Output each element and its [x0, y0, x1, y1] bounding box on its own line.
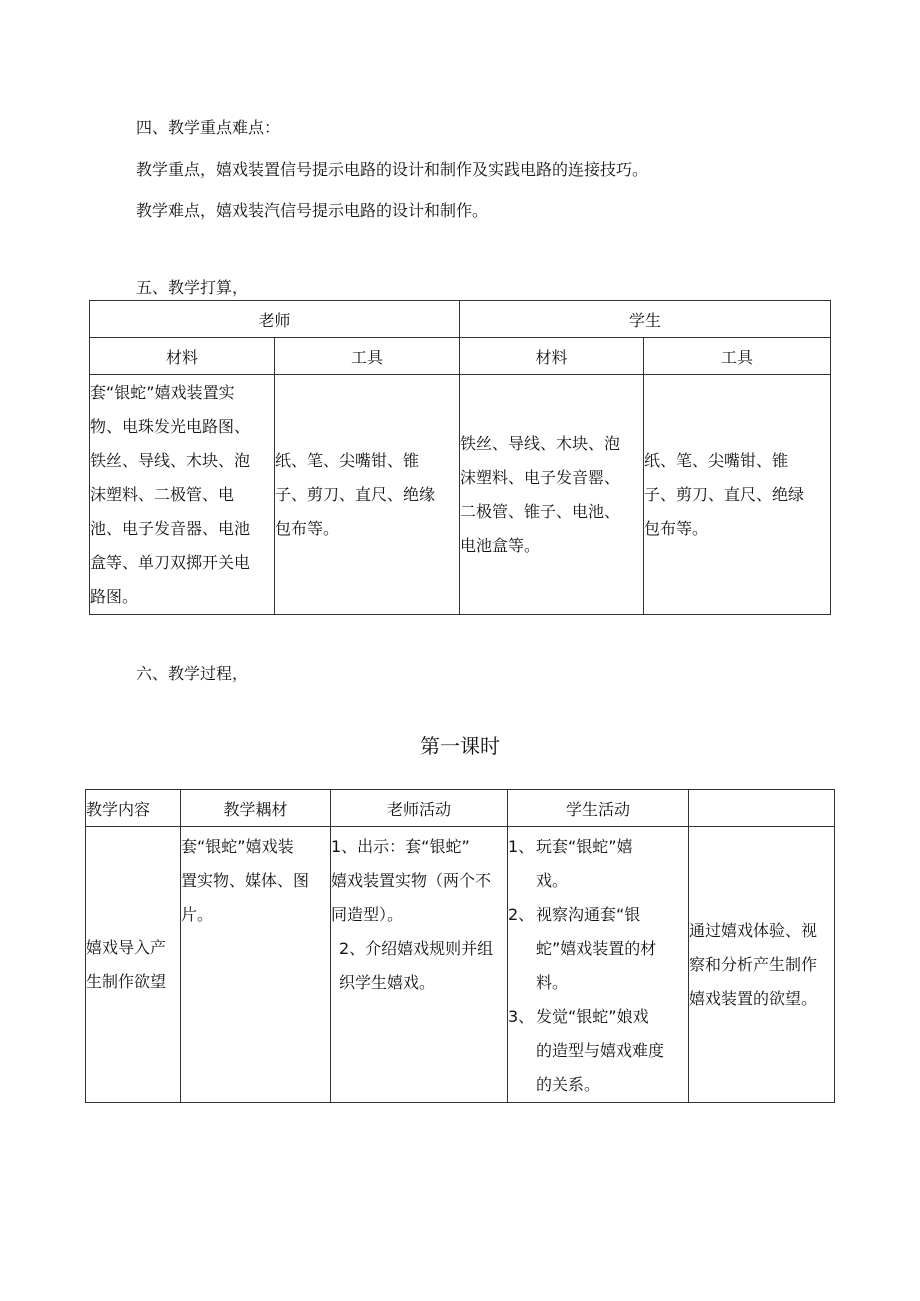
difficult-point-text: 教学难点，嬉戏装汽信号提示电路的设计和制作。	[136, 201, 489, 220]
content-text: 嬉戏导入产 生制作欲望	[86, 937, 167, 991]
process-table	[85, 789, 835, 1103]
student-activity-item-1	[508, 830, 688, 898]
student-activity-cell	[508, 827, 689, 1103]
student-activity-2-num: 2、	[508, 905, 535, 924]
teacher-material-header: 材料	[90, 338, 275, 375]
student-activity-item-3	[508, 1000, 688, 1102]
header-purpose	[689, 790, 835, 827]
preparation-table	[89, 300, 831, 615]
lesson-title: 第一课时	[420, 734, 500, 758]
section6-heading: 六、教学过程，	[136, 664, 249, 683]
section4-heading: 四、教学重点难点：	[136, 118, 281, 137]
header-teacher-activity: 老师活动	[331, 790, 508, 827]
header-student-activity: 学生活动	[508, 790, 689, 827]
student-tool-header: 工具	[644, 338, 831, 375]
teacher-tools-cell	[275, 375, 460, 615]
header-materials: 教学耦材	[181, 790, 331, 827]
teacher-materials-text: 套“银蛇”嬉戏装置实 物、电珠发光电路图、 铁丝、导线、木块、泡 沫塑料、二极管、电 池、电子发音器、电池 盒等、单刀双掷开关电 路图。	[90, 383, 251, 606]
student-activity-3-text: 发觉“银蛇”娘戏 的造型与嬉戏难度 的关系。	[536, 1007, 665, 1094]
key-point-text: 教学重点，嬉戏装置信号提示电路的设计和制作及实践电路的连接技巧。	[136, 160, 649, 179]
student-materials-cell	[460, 375, 644, 615]
teacher-activity-2: 2、介绍嬉戏规则并组 织学生嬉戏。	[339, 939, 494, 992]
teacher-tools-text: 纸、笔、尖嘴钳、锥 子、剪刀、直尺、绝缘 包布等。	[275, 450, 436, 538]
student-activity-3-num: 3、	[508, 1007, 535, 1026]
student-tools-text: 纸、笔、尖嘴钳、锥 子、剪刀、直尺、绝绿 包布等。	[644, 450, 805, 538]
teacher-header: 老师	[90, 301, 460, 338]
student-activity-1-num: 1、	[508, 837, 535, 856]
student-materials-text: 铁丝、导线、木块、泡 沫塑料、电子发音罂、 二极管、锥子、电池、 电池盒等。	[460, 433, 621, 555]
section5-heading: 五、教学打算，	[136, 278, 249, 297]
student-activity-2-text: 视察沟通套“银 蛇”嬉戏装置的材 料。	[536, 905, 657, 992]
teacher-tool-header: 工具	[275, 338, 460, 375]
student-activity-1-text: 玩套“银蛇”嬉 戏。	[536, 837, 633, 890]
purpose-text: 通过嬉戏体验、视 察和分析产生制作 嬉戏装置的欲望。	[689, 920, 818, 1008]
materials-cell	[181, 827, 331, 1103]
teacher-activity-1: 1、出示：套“银蛇” 嬉戏装置实物（两个不 同造型）。	[331, 837, 492, 924]
student-header: 学生	[460, 301, 831, 338]
materials-text: 套“银蛇”嬉戏装 置实物、媒体、图 片。	[181, 837, 310, 924]
header-content: 教学内容	[86, 790, 181, 827]
content-cell	[86, 827, 181, 1103]
student-tools-cell	[644, 375, 831, 615]
purpose-cell	[689, 827, 835, 1103]
teacher-activity-cell	[331, 827, 508, 1103]
student-activity-item-2	[508, 898, 688, 1000]
student-material-header: 材料	[460, 338, 644, 375]
teacher-materials-cell	[90, 375, 275, 615]
